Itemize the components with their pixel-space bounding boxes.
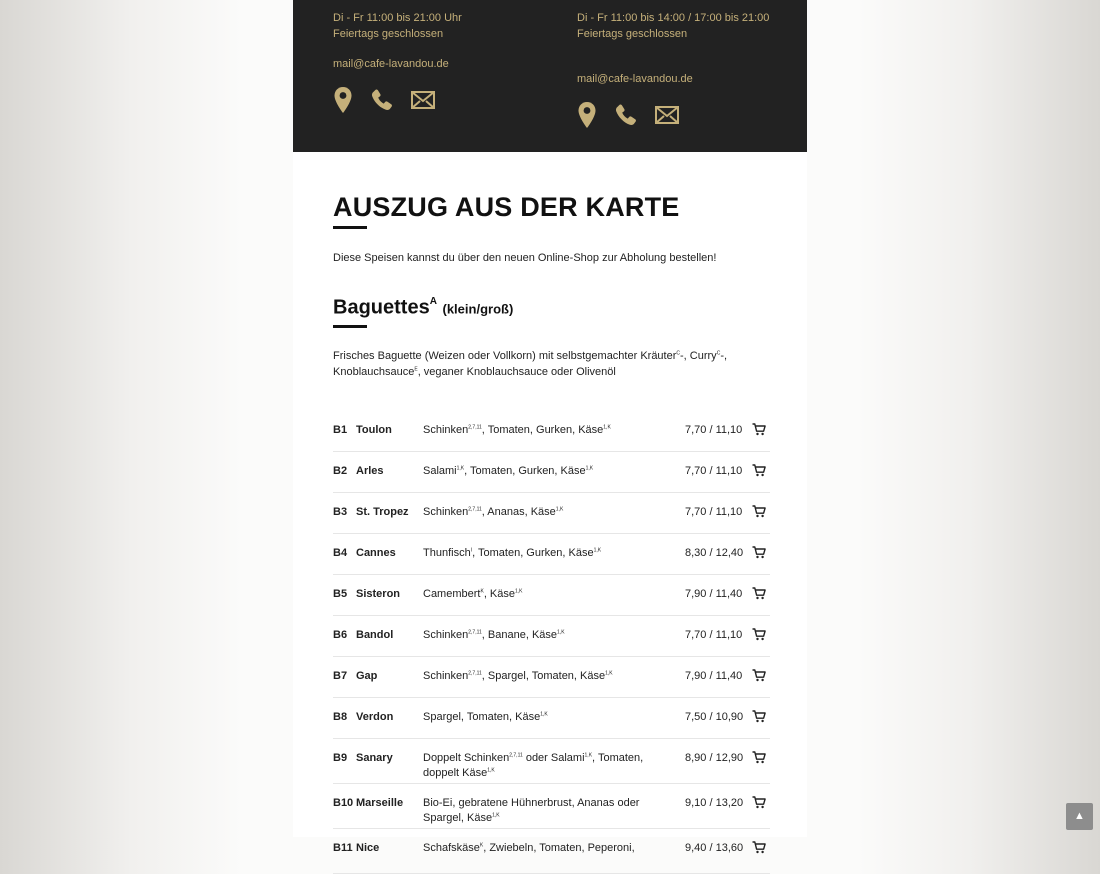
allergen-marker: 1,K [585, 465, 594, 471]
phone-icon[interactable] [614, 103, 638, 127]
menu-item-row [333, 452, 770, 493]
desc-text: -, Curry [680, 349, 717, 362]
desc-text: -, Knoblauchsauce [333, 349, 728, 378]
item-price: 8,90 / 12,90 [685, 751, 744, 764]
add-to-cart-icon[interactable] [752, 841, 766, 859]
item-code: B5 [333, 587, 348, 600]
allergen-marker: 1,K [456, 465, 465, 471]
ingredient-text: Schinken [423, 669, 469, 682]
item-name: Sisteron [356, 587, 401, 600]
allergen-marker: 1,K [605, 670, 613, 676]
ingredient-text: Schinken [423, 628, 469, 641]
item-ingredients [423, 796, 663, 826]
menu-item-row [333, 784, 770, 829]
item-ingredients [423, 710, 663, 725]
ingredient-text: oder Salami [522, 751, 585, 764]
menu-item-row [333, 739, 770, 784]
item-price: 9,40 / 13,60 [685, 841, 744, 854]
item-name: Marseille [356, 796, 404, 809]
menu-item-row [333, 616, 770, 657]
menu-item-row [333, 411, 770, 452]
category-subtitle: (klein/groß) [442, 301, 514, 317]
ingredient-text: Salami [423, 464, 457, 477]
category-underline [333, 325, 367, 328]
ingredient-text: Thunfisch [423, 546, 471, 559]
ingredient-text: , Tomaten, Gurken, Käse [481, 423, 604, 436]
item-code: B4 [333, 546, 348, 559]
map-pin-icon[interactable] [577, 101, 597, 129]
add-to-cart-icon[interactable] [752, 669, 766, 687]
intro-text: Diese Speisen kannst du über den neuen Online-Shop zur Abholung bestellen! [333, 252, 717, 264]
phone-icon[interactable] [370, 88, 394, 112]
item-name: Nice [356, 841, 380, 854]
item-price: 7,70 / 11,10 [685, 464, 743, 477]
item-name: Verdon [356, 710, 394, 723]
desc-text: Frisches Baguette (Weizen oder Vollkorn) mit selbstgemachter Kräuter [333, 349, 677, 362]
ingredient-text: Schinken [423, 423, 469, 436]
item-price: 7,90 / 11,40 [685, 669, 743, 682]
allergen-marker: K [480, 588, 484, 594]
title-underline [333, 226, 367, 229]
ingredient-text: Schafskäse [423, 841, 480, 854]
allergen-marker: 1,K [487, 767, 495, 773]
contact-band [293, 0, 807, 152]
menu-item-row [333, 534, 770, 575]
item-price: 7,90 / 11,40 [685, 587, 743, 600]
item-ingredients [423, 423, 663, 438]
item-price: 9,10 / 13,20 [685, 796, 744, 809]
contact-column-left [333, 10, 563, 114]
item-price: 7,50 / 10,90 [685, 710, 744, 723]
item-price: 7,70 / 11,10 [685, 505, 743, 518]
item-ingredients [423, 546, 663, 561]
allergen-marker: 2,7,11 [468, 424, 482, 430]
ingredient-text: Bio-Ei, gebratene Hühnerbrust, Ananas oder Spargel, Käse [423, 796, 640, 824]
allergen-marker: 1,K [555, 506, 564, 512]
ingredient-text: , Ananas, Käse [481, 505, 556, 518]
ingredient-text: , Banane, Käse [481, 628, 558, 641]
item-code: B8 [333, 710, 348, 723]
add-to-cart-icon[interactable] [752, 587, 766, 605]
allergen-marker: C [676, 350, 681, 356]
menu-item-row [333, 657, 770, 698]
ingredient-text: , Spargel, Tomaten, Käse [481, 669, 606, 682]
item-code: B10 [333, 796, 354, 809]
item-ingredients [423, 841, 663, 856]
allergen-marker: 1,K [593, 547, 602, 553]
ingredient-text: , Tomaten, Gurken, Käse [472, 546, 594, 559]
map-pin-icon[interactable] [333, 86, 353, 114]
item-code: B11 [333, 841, 353, 854]
add-to-cart-icon[interactable] [752, 546, 766, 564]
section-title: AUSZUG AUS DER KARTE [333, 192, 680, 222]
item-name: Arles [356, 464, 384, 477]
item-name: Toulon [356, 423, 392, 436]
ingredient-text: , Zwiebeln, Tomaten, Peperoni, [483, 841, 635, 854]
item-name: Cannes [356, 546, 396, 559]
item-code: B6 [333, 628, 348, 641]
allergen-marker: E [414, 366, 418, 372]
allergen-marker: 2,7,11 [468, 670, 482, 676]
envelope-icon[interactable] [411, 91, 435, 109]
email-link[interactable]: mail@cafe-lavandou.de [333, 58, 449, 70]
allergen-marker: 1,K [557, 629, 565, 635]
ingredient-text: Schinken [423, 505, 469, 518]
menu-section [333, 190, 773, 874]
item-name: Sanary [356, 751, 393, 764]
allergen-marker: A [429, 296, 437, 307]
opening-hours: Di - Fr 11:00 bis 14:00 / 17:00 bis 21:00 [577, 12, 770, 24]
allergen-marker: 1,K [603, 424, 611, 430]
allergen-marker: 1,K [515, 588, 523, 594]
item-code: B3 [333, 505, 348, 518]
item-name: St. Tropez [356, 505, 409, 518]
allergen-marker: 2,7,11 [509, 752, 523, 758]
menu-item-row [333, 829, 770, 874]
item-ingredients [423, 669, 663, 684]
allergen-marker: K [479, 842, 484, 848]
envelope-icon[interactable] [655, 106, 679, 124]
opening-hours: Di - Fr 11:00 bis 21:00 Uhr [333, 12, 462, 24]
contact-icons [577, 101, 807, 129]
allergen-marker: C [716, 350, 721, 356]
desc-text: , veganer Knoblauchsauce oder Olivenöl [417, 365, 616, 378]
item-code: B1 [333, 423, 348, 436]
scroll-to-top-button[interactable]: ▲ [1066, 803, 1093, 830]
holiday-note: Feiertags geschlossen [577, 28, 688, 40]
menu-item-list [333, 411, 770, 874]
contact-icons [333, 86, 563, 114]
menu-item-row [333, 698, 770, 739]
ingredient-text: Doppelt Schinken [423, 751, 510, 764]
add-to-cart-icon[interactable] [752, 796, 766, 814]
ingredient-text: , Tomaten, doppelt Käse [423, 751, 644, 779]
item-price: 7,70 / 11,10 [685, 628, 743, 641]
add-to-cart-icon[interactable] [752, 423, 766, 441]
add-to-cart-icon[interactable] [752, 710, 766, 728]
ingredient-text: Spargel, Tomaten, Käse [423, 710, 541, 723]
allergen-marker: 1,K [492, 812, 500, 818]
item-name: Bandol [356, 628, 394, 641]
item-price: 8,30 / 12,40 [685, 546, 744, 559]
ingredient-text: , Tomaten, Gurken, Käse [464, 464, 586, 477]
email-link[interactable]: mail@cafe-lavandou.de [577, 73, 693, 85]
add-to-cart-icon[interactable] [752, 464, 766, 482]
ingredient-text: , Käse [483, 587, 515, 600]
item-name: Gap [356, 669, 378, 682]
item-ingredients [423, 628, 663, 643]
category-name: Baguettes [333, 296, 430, 319]
allergen-marker: 2,7,11 [468, 629, 482, 635]
allergen-marker: 1,K [584, 752, 593, 758]
allergen-marker: I [470, 547, 473, 553]
item-ingredients [423, 751, 663, 781]
holiday-note: Feiertags geschlossen [333, 28, 444, 40]
item-ingredients [423, 464, 663, 479]
item-ingredients [423, 587, 663, 602]
ingredient-text: Camembert [423, 587, 481, 600]
contact-column-right [577, 10, 807, 129]
item-code: B7 [333, 669, 348, 682]
menu-item-row [333, 493, 770, 534]
add-to-cart-icon[interactable] [752, 505, 766, 523]
item-ingredients [423, 505, 663, 520]
item-code: B2 [333, 464, 348, 477]
allergen-marker: 2,7,11 [468, 506, 482, 512]
category-description [333, 348, 773, 380]
add-to-cart-icon[interactable] [752, 628, 766, 646]
item-code: B9 [333, 751, 348, 764]
add-to-cart-icon[interactable] [752, 751, 766, 769]
allergen-marker: 1,K [540, 711, 548, 717]
item-price: 7,70 / 11,10 [685, 423, 743, 436]
page-container [293, 0, 807, 854]
menu-item-row [333, 575, 770, 616]
category-title [333, 291, 773, 323]
